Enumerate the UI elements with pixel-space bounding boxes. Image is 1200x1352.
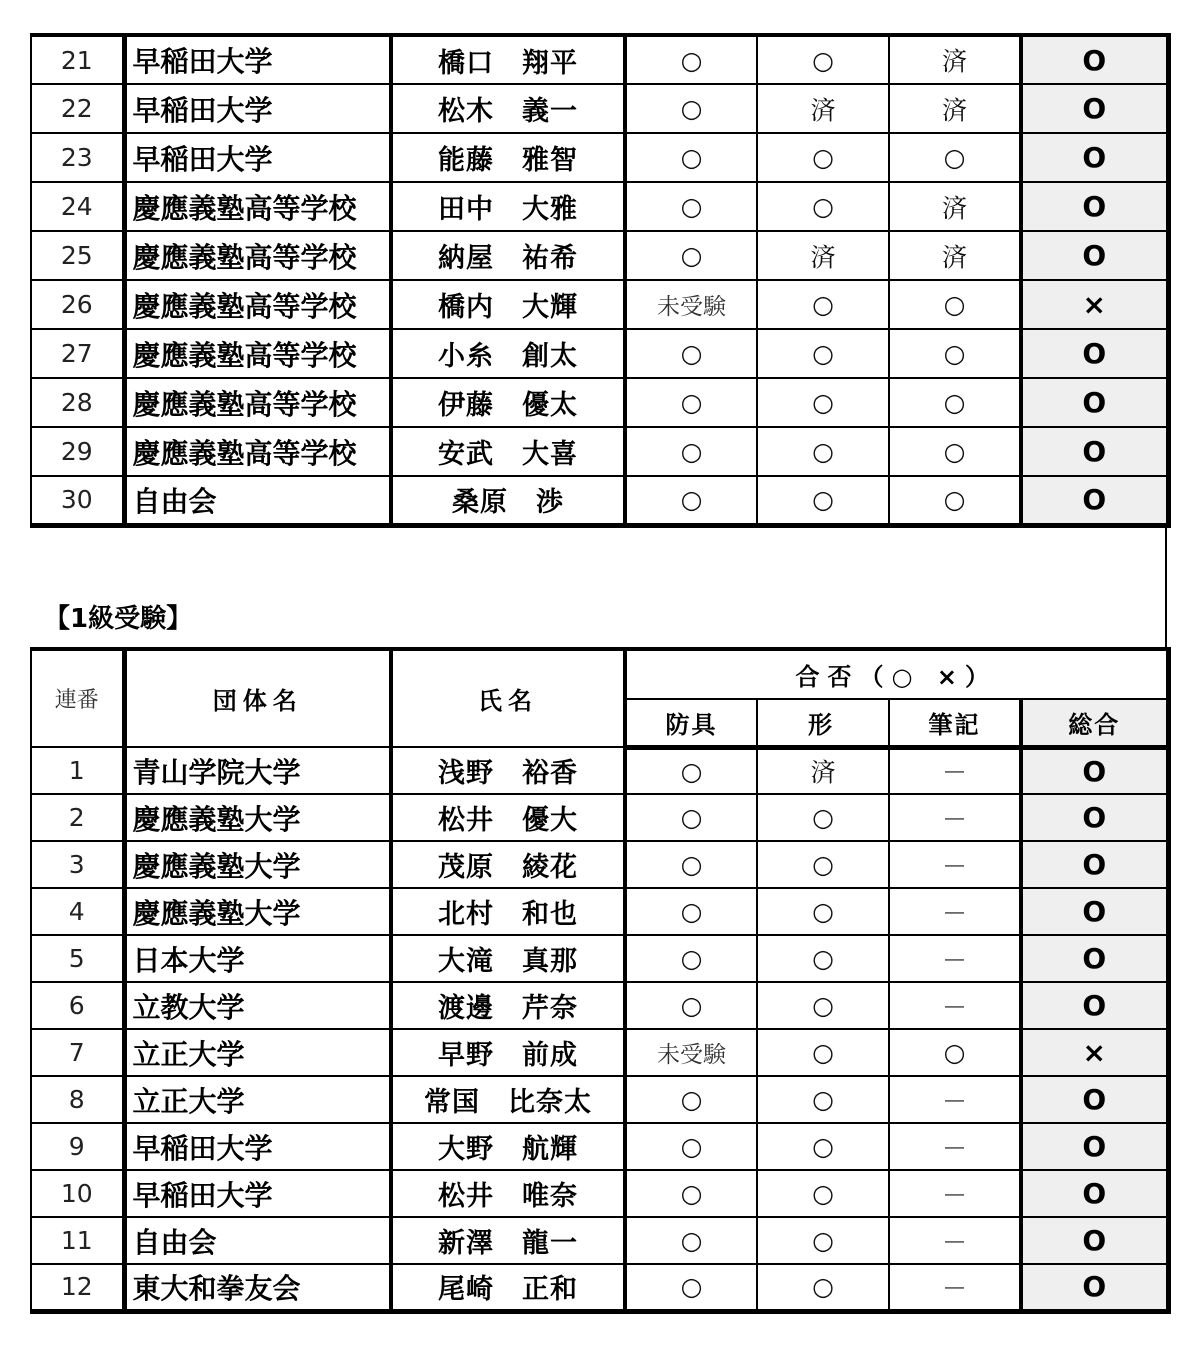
result-kata: 済: [757, 84, 889, 133]
result-bogu: ○: [625, 84, 757, 133]
result-hikki: 済: [889, 84, 1021, 133]
row-number: 6: [31, 982, 124, 1029]
person-name: 安武 大喜: [391, 427, 625, 476]
row-number: 4: [31, 888, 124, 935]
results-table-1kyu: [30, 647, 1171, 1314]
org-name: 立正大学: [124, 1076, 391, 1123]
row-number: 11: [31, 1217, 124, 1264]
row-number: 28: [31, 378, 124, 427]
result-bogu: ○: [625, 841, 757, 888]
result-kata: ○: [757, 133, 889, 182]
result-bogu: ○: [625, 747, 757, 794]
result-total: O: [1021, 476, 1168, 525]
result-bogu: ○: [625, 982, 757, 1029]
result-bogu: ○: [625, 231, 757, 280]
result-hikki: ○: [889, 378, 1021, 427]
result-total: O: [1021, 1123, 1168, 1170]
result-bogu: ○: [625, 794, 757, 841]
person-name: 納屋 祐希: [391, 231, 625, 280]
result-total: O: [1021, 1264, 1168, 1311]
result-bogu: ○: [625, 133, 757, 182]
table-row: [31, 1029, 1168, 1076]
result-total: O: [1021, 794, 1168, 841]
header-total: 総合: [1021, 699, 1168, 747]
result-total: O: [1021, 182, 1168, 231]
org-name: 慶應義塾高等学校: [124, 182, 391, 231]
person-name: 能藤 雅智: [391, 133, 625, 182]
result-bogu: ○: [625, 35, 757, 84]
result-kata: 済: [757, 231, 889, 280]
org-name: 慶應義塾大学: [124, 794, 391, 841]
result-total: O: [1021, 747, 1168, 794]
result-hikki: －: [889, 1217, 1021, 1264]
person-name: 桑原 渉: [391, 476, 625, 525]
table-row: [31, 378, 1168, 427]
result-bogu: ○: [625, 935, 757, 982]
result-hikki: ○: [889, 427, 1021, 476]
table-row: [31, 1217, 1168, 1264]
header-result: 合否（○ ×）: [625, 649, 1168, 699]
table-row: [31, 1170, 1168, 1217]
table-row: [31, 280, 1168, 329]
header-kata: 形: [757, 699, 889, 747]
result-total: O: [1021, 888, 1168, 935]
person-name: 浅野 裕香: [391, 747, 625, 794]
org-name: 慶應義塾高等学校: [124, 427, 391, 476]
result-kata: ○: [757, 427, 889, 476]
result-hikki: 済: [889, 231, 1021, 280]
table-row: [31, 747, 1168, 794]
result-total: O: [1021, 427, 1168, 476]
header-hikki: 筆記: [889, 699, 1021, 747]
person-name: 大滝 真那: [391, 935, 625, 982]
result-kata: ○: [757, 1264, 889, 1311]
header-org: 団体名: [124, 649, 391, 747]
row-number: 2: [31, 794, 124, 841]
result-total: O: [1021, 935, 1168, 982]
result-kata: ○: [757, 476, 889, 525]
table-connector-line: [1165, 526, 1167, 648]
result-bogu: ○: [625, 1170, 757, 1217]
result-hikki: ○: [889, 329, 1021, 378]
section-title-1kyu: 【1級受験】: [44, 604, 193, 634]
person-name: 大野 航輝: [391, 1123, 625, 1170]
result-hikki: ○: [889, 133, 1021, 182]
header-name: 氏名: [391, 649, 625, 747]
row-number: 9: [31, 1123, 124, 1170]
table-row: [31, 329, 1168, 378]
row-number: 8: [31, 1076, 124, 1123]
person-name: 橋内 大輝: [391, 280, 625, 329]
table-row: [31, 427, 1168, 476]
result-hikki: ○: [889, 280, 1021, 329]
person-name: 尾崎 正和: [391, 1264, 625, 1311]
result-bogu: ○: [625, 329, 757, 378]
result-kata: ○: [757, 329, 889, 378]
table-row: [31, 888, 1168, 935]
person-name: 渡邊 芹奈: [391, 982, 625, 1029]
org-name: 東大和拳友会: [124, 1264, 391, 1311]
result-total: O: [1021, 84, 1168, 133]
result-kata: ○: [757, 35, 889, 84]
org-name: 慶應義塾大学: [124, 841, 391, 888]
org-name: 立正大学: [124, 1029, 391, 1076]
result-hikki: 済: [889, 35, 1021, 84]
row-number: 29: [31, 427, 124, 476]
result-hikki: －: [889, 1170, 1021, 1217]
table-row: [31, 182, 1168, 231]
table-row: [31, 935, 1168, 982]
org-name: 早稲田大学: [124, 84, 391, 133]
result-total: O: [1021, 1217, 1168, 1264]
person-name: 松井 優大: [391, 794, 625, 841]
result-bogu: ○: [625, 378, 757, 427]
result-hikki: －: [889, 1076, 1021, 1123]
result-hikki: －: [889, 1123, 1021, 1170]
table-row: [31, 794, 1168, 841]
result-total: O: [1021, 982, 1168, 1029]
result-kata: ○: [757, 378, 889, 427]
result-total: O: [1021, 231, 1168, 280]
row-number: 7: [31, 1029, 124, 1076]
result-kata: ○: [757, 1029, 889, 1076]
row-number: 3: [31, 841, 124, 888]
row-number: 5: [31, 935, 124, 982]
header-no: 連番: [31, 649, 124, 747]
table-row: [31, 982, 1168, 1029]
table-row: [31, 1264, 1168, 1311]
result-total: O: [1021, 1076, 1168, 1123]
org-name: 立教大学: [124, 982, 391, 1029]
result-kata: ○: [757, 841, 889, 888]
row-number: 12: [31, 1264, 124, 1311]
result-bogu: ○: [625, 1217, 757, 1264]
result-kata: ○: [757, 794, 889, 841]
row-number: 1: [31, 747, 124, 794]
person-name: 伊藤 優太: [391, 378, 625, 427]
result-bogu: ○: [625, 1264, 757, 1311]
person-name: 茂原 綾花: [391, 841, 625, 888]
result-kata: ○: [757, 1217, 889, 1264]
table-row: [31, 231, 1168, 280]
results-table-continued: [30, 33, 1171, 528]
person-name: 小糸 創太: [391, 329, 625, 378]
result-hikki: －: [889, 794, 1021, 841]
row-number: 10: [31, 1170, 124, 1217]
org-name: 早稲田大学: [124, 35, 391, 84]
person-name: 松木 義一: [391, 84, 625, 133]
result-bogu: ○: [625, 182, 757, 231]
org-name: 自由会: [124, 1217, 391, 1264]
table-row: [31, 1123, 1168, 1170]
result-kata: ○: [757, 1123, 889, 1170]
row-number: 27: [31, 329, 124, 378]
org-name: 慶應義塾高等学校: [124, 329, 391, 378]
result-hikki: －: [889, 888, 1021, 935]
table-row: [31, 1076, 1168, 1123]
result-hikki: －: [889, 747, 1021, 794]
result-total: O: [1021, 35, 1168, 84]
result-total: O: [1021, 1170, 1168, 1217]
org-name: 青山学院大学: [124, 747, 391, 794]
person-name: 早野 前成: [391, 1029, 625, 1076]
org-name: 慶應義塾高等学校: [124, 231, 391, 280]
result-bogu: ○: [625, 476, 757, 525]
result-kata: ○: [757, 182, 889, 231]
result-total: O: [1021, 329, 1168, 378]
result-kata: ○: [757, 982, 889, 1029]
result-bogu: ○: [625, 1076, 757, 1123]
result-kata: ○: [757, 935, 889, 982]
header-bogu: 防具: [625, 699, 757, 747]
result-kata: ○: [757, 888, 889, 935]
person-name: 田中 大雅: [391, 182, 625, 231]
row-number: 23: [31, 133, 124, 182]
result-bogu: 未受験: [625, 1029, 757, 1076]
org-name: 早稲田大学: [124, 1123, 391, 1170]
result-total: ×: [1021, 280, 1168, 329]
result-kata: 済: [757, 747, 889, 794]
person-name: 新澤 龍一: [391, 1217, 625, 1264]
result-hikki: －: [889, 935, 1021, 982]
result-total: O: [1021, 133, 1168, 182]
org-name: 早稲田大学: [124, 1170, 391, 1217]
row-number: 30: [31, 476, 124, 525]
row-number: 26: [31, 280, 124, 329]
row-number: 24: [31, 182, 124, 231]
org-name: 慶應義塾高等学校: [124, 280, 391, 329]
org-name: 日本大学: [124, 935, 391, 982]
table-row: [31, 476, 1168, 525]
result-hikki: 済: [889, 182, 1021, 231]
result-kata: ○: [757, 280, 889, 329]
result-kata: ○: [757, 1076, 889, 1123]
org-name: 慶應義塾大学: [124, 888, 391, 935]
person-name: 北村 和也: [391, 888, 625, 935]
result-bogu: ○: [625, 1123, 757, 1170]
result-total: ×: [1021, 1029, 1168, 1076]
table-row: [31, 841, 1168, 888]
org-name: 慶應義塾高等学校: [124, 378, 391, 427]
result-hikki: －: [889, 982, 1021, 1029]
table-row: [31, 133, 1168, 182]
result-hikki: ○: [889, 1029, 1021, 1076]
table-row: [31, 84, 1168, 133]
table-row: [31, 35, 1168, 84]
row-number: 22: [31, 84, 124, 133]
row-number: 25: [31, 231, 124, 280]
result-bogu: 未受験: [625, 280, 757, 329]
result-total: O: [1021, 841, 1168, 888]
result-bogu: ○: [625, 427, 757, 476]
result-hikki: ○: [889, 476, 1021, 525]
result-kata: ○: [757, 1170, 889, 1217]
row-number: 21: [31, 35, 124, 84]
person-name: 松井 唯奈: [391, 1170, 625, 1217]
person-name: 常国 比奈太: [391, 1076, 625, 1123]
result-hikki: －: [889, 1264, 1021, 1311]
org-name: 早稲田大学: [124, 133, 391, 182]
org-name: 自由会: [124, 476, 391, 525]
result-total: O: [1021, 378, 1168, 427]
result-hikki: －: [889, 841, 1021, 888]
result-bogu: ○: [625, 888, 757, 935]
person-name: 橋口 翔平: [391, 35, 625, 84]
